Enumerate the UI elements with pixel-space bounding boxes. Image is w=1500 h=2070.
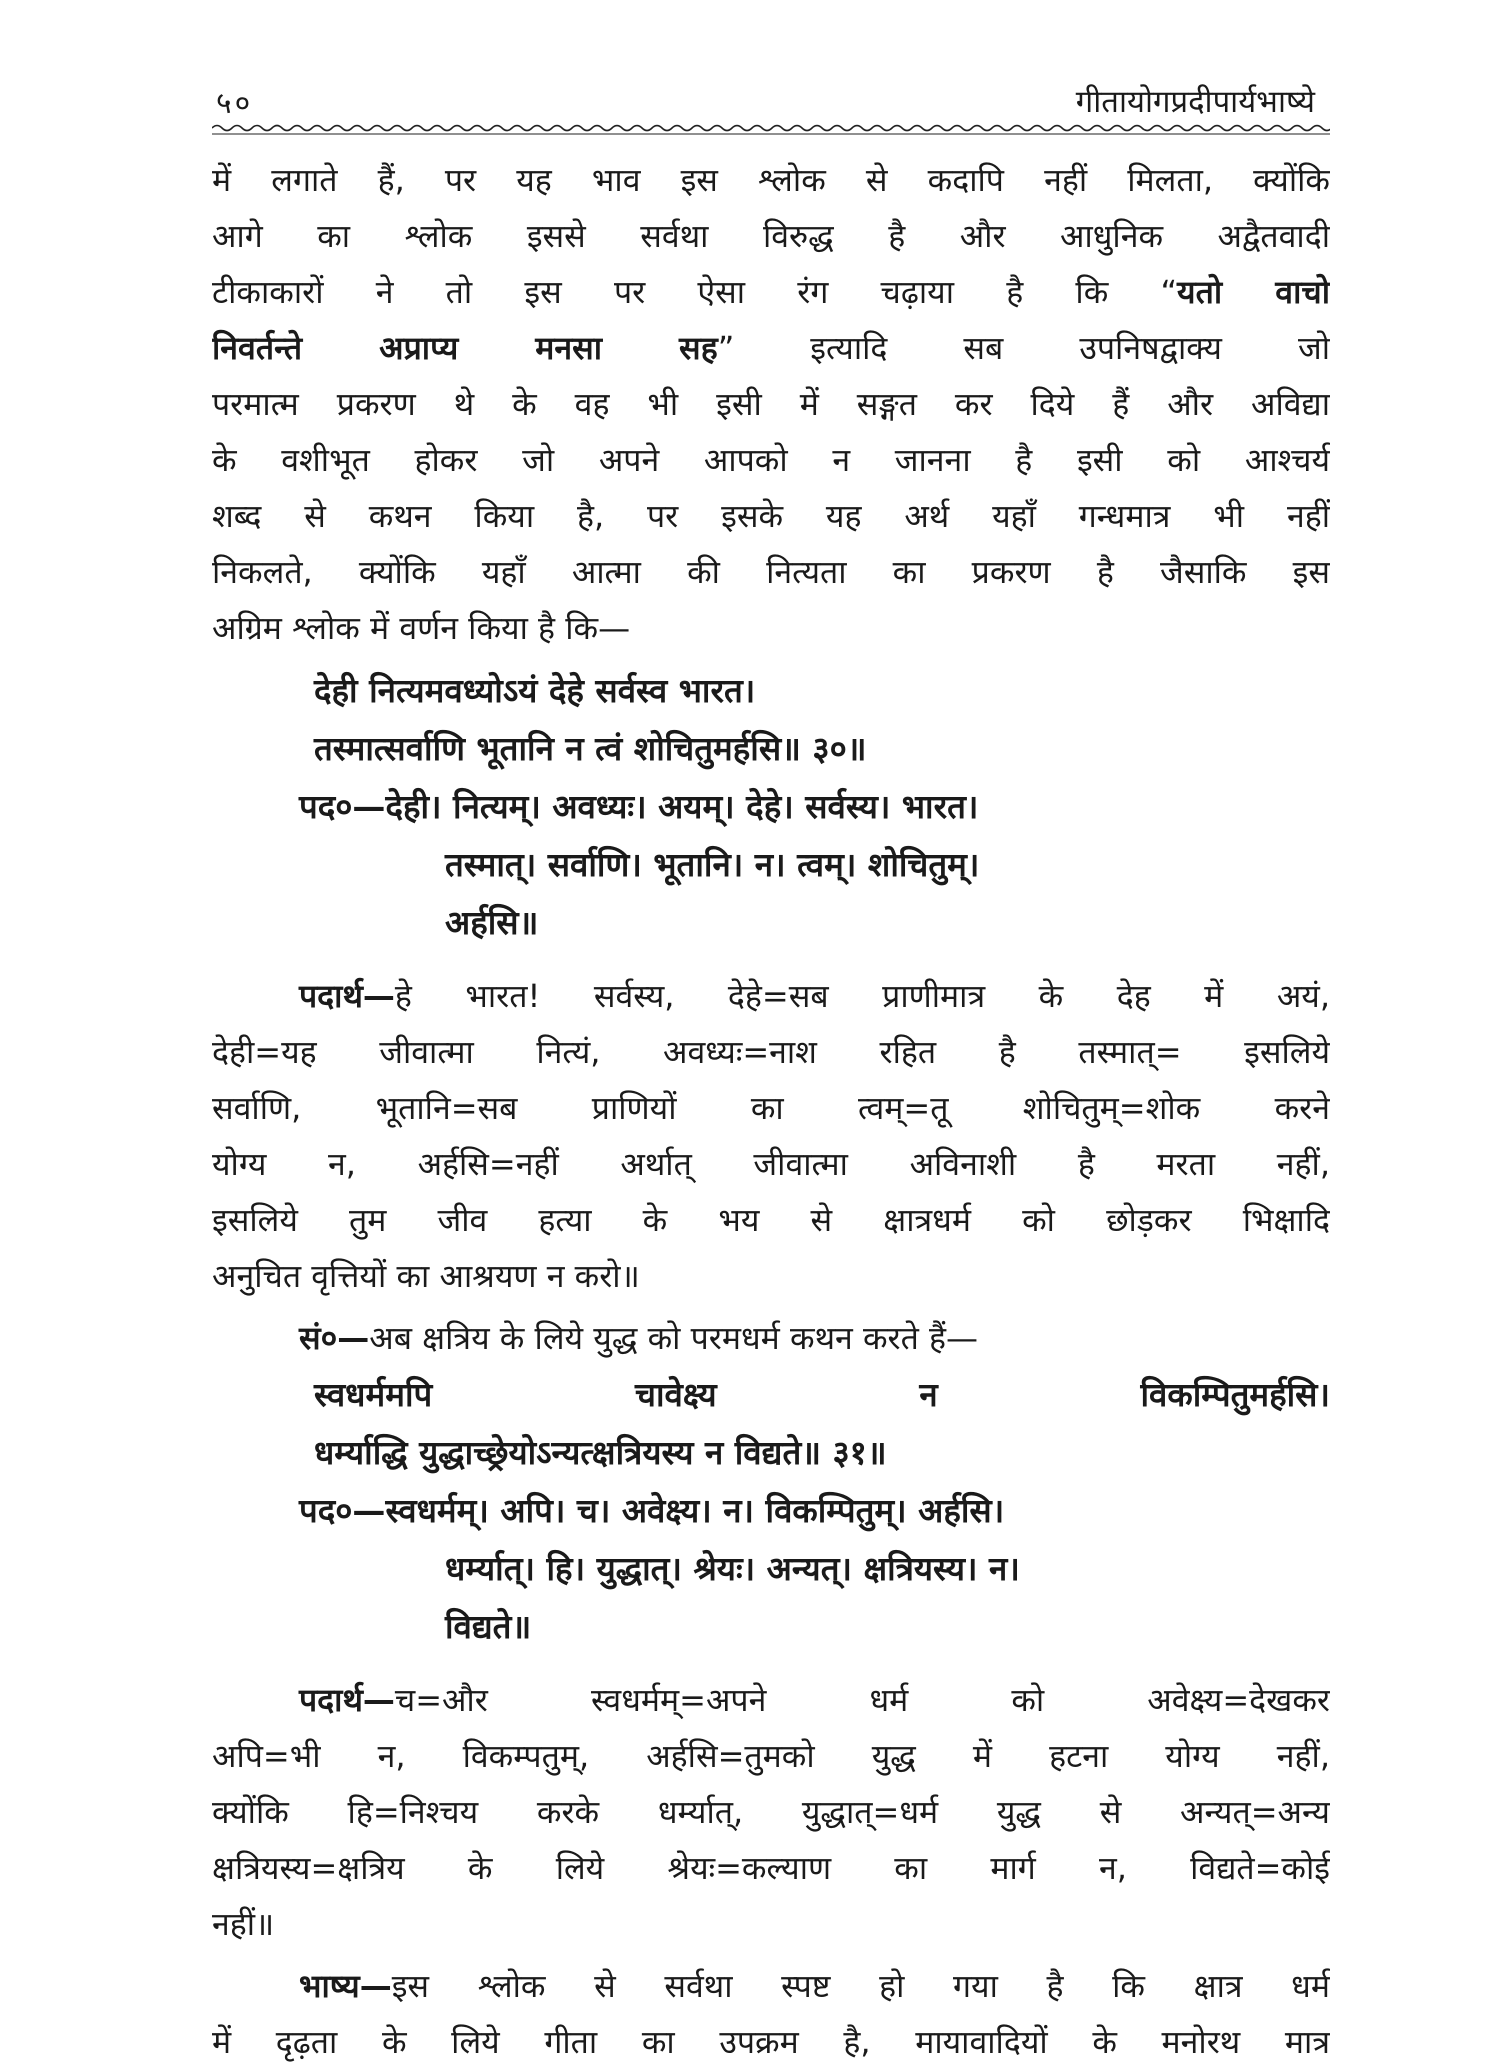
verse-31-padchhed-cont: विद्यते॥ xyxy=(445,1607,532,1646)
running-title: गीतायोगप्रदीपार्यभाष्ये xyxy=(1075,84,1315,120)
bhashya-line xyxy=(212,1958,1330,2014)
padarth-text: च=और स्वधर्मम्=अपने धर्म को अवेक्ष्य=देखकर xyxy=(394,1681,1330,1719)
ornamental-rule xyxy=(212,122,1330,136)
verse-30-padchhed xyxy=(212,778,1330,836)
text-line: परमात्म प्रकरण थे के वह भी इसी में सङ्गत कर दिये हैं और अविद्या xyxy=(212,385,1330,423)
text-line xyxy=(212,320,1330,376)
text-line: निकलते, क्योंकि यहाँ आत्मा की नित्यता का प्रकरण है जैसाकि इस xyxy=(212,553,1330,591)
text-fragment: टीकाकारों ने तो इस पर ऐसा रंग चढ़ाया है कि “ xyxy=(212,273,1178,311)
padarth-30-line xyxy=(212,968,1330,1024)
padarth-label: पदार्थ— xyxy=(299,977,395,1015)
quoted-upanishad-phrase: यतो वाचो xyxy=(1177,273,1330,311)
bhashya-label: भाष्य— xyxy=(299,1967,392,2005)
text-line: में लगाते हैं, पर यह भाव इस श्लोक से कदापि नहीं मिलता, क्योंकि xyxy=(212,161,1330,199)
text-line: अग्रिम श्लोक में वर्णन किया है कि— xyxy=(212,609,631,647)
sambandh-text: अब क्षत्रिय के लिये युद्ध को परमधर्म कथन करते हैं— xyxy=(369,1319,979,1357)
bhashya-line: में दृढ़ता के लिये गीता का उपक्रम है, मायावादियों के मनोरथ मात्र xyxy=(212,2023,1330,2061)
quoted-upanishad-phrase: निवर्तन्ते अप्राप्य मनसा सह xyxy=(212,329,718,367)
sambandh-label: सं०— xyxy=(299,1319,370,1357)
verse-30-line-1: देही नित्यमवध्योऽयं देहे सर्वस्व भारत। xyxy=(314,671,756,710)
sambandh-line xyxy=(212,1310,1330,1366)
verse-30-padchhed-cont: अर्हसि॥ xyxy=(445,903,539,942)
pad-label: पद०— xyxy=(299,1491,386,1530)
padarth-31-line: नहीं॥ xyxy=(212,1905,275,1943)
page-header xyxy=(216,72,1315,122)
padarth-30-line: इसलिये तुम जीव हत्या के भय से क्षात्रधर्म को छोड़कर भिक्षादि xyxy=(212,1201,1330,1239)
padarth-31-line: क्षत्रियस्य=क्षत्रिय के लिये श्रेयः=कल्याण का मार्ग न, विद्यते=कोई xyxy=(212,1849,1330,1887)
verse-31-padchhed xyxy=(212,1482,1330,1540)
text-fragment: ” इत्यादि सब उपनिषद्वाक्य जो xyxy=(717,329,1330,367)
pad-words: स्वधर्मम्। अपि। च। अवेक्ष्य। न। विकम्पितुम्। अर्हसि। xyxy=(385,1491,1005,1530)
padarth-31-line: अपि=भी न, विकम्पतुम्, अर्हसि=तुमको युद्ध में हटना योग्य नहीं, xyxy=(212,1737,1330,1775)
verse-31-line-2: धर्म्याद्धि युद्धाच्छ्रेयोऽन्यत्क्षत्रियस्य न विद्यते॥ ३१॥ xyxy=(314,1433,887,1472)
text-line xyxy=(212,264,1330,320)
pad-label: पद०— xyxy=(299,787,386,826)
pad-words: देही। नित्यम्। अवध्यः। अयम्। देहे। सर्वस्य। भारत। xyxy=(385,787,979,826)
padarth-30-line: योग्य न, अर्हसि=नहीं अर्थात् जीवात्मा अविनाशी है मरता नहीं, xyxy=(212,1145,1330,1183)
padarth-30-line: देही=यह जीवात्मा नित्यं, अवध्यः=नाश रहित है तस्मात्= इसलिये xyxy=(212,1033,1330,1071)
padarth-30-line: सर्वाणि, भूतानि=सब प्राणियों का त्वम्=तू शोचितुम्=शोक करने xyxy=(212,1089,1330,1127)
padarth-label: पदार्थ— xyxy=(299,1681,395,1719)
page-number: ५० xyxy=(216,86,254,121)
page-body xyxy=(212,152,1330,2070)
verse-31-padchhed-cont: धर्म्यात्। हि। युद्धात्। श्रेयः। अन्यत्। क्षत्रियस्य। न। xyxy=(445,1549,1020,1588)
padarth-30-line: अनुचित वृत्तियों का आश्रयण न करो॥ xyxy=(212,1257,640,1295)
text-line: शब्द से कथन किया है, पर इसके यह अर्थ यहाँ गन्धमात्र भी नहीं xyxy=(212,497,1330,535)
padarth-text: हे भारत! सर्वस्य, देहे=सब प्राणीमात्र के देह में अयं, xyxy=(394,977,1330,1015)
text-line: के वशीभूत होकर जो अपने आपको न जानना है इसी को आश्चर्य xyxy=(212,441,1330,479)
text-line: आगे का श्लोक इससे सर्वथा विरुद्ध है और आधुनिक अद्वैतवादी xyxy=(212,217,1330,255)
verse-30-line-2: तस्मात्सर्वाणि भूतानि न त्वं शोचितुमर्हसि॥ ३०॥ xyxy=(314,729,867,768)
verse-30-padchhed-cont: तस्मात्। सर्वाणि। भूतानि। न। त्वम्। शोचितुम्। xyxy=(445,845,980,884)
verse-31-line-1: स्वधर्ममपि चावेक्ष्य न विकम्पितुमर्हसि। xyxy=(314,1375,1330,1414)
padarth-31-line xyxy=(212,1672,1330,1728)
padarth-31-line: क्योंकि हि=निश्चय करके धर्म्यात्, युद्धात्=धर्म युद्ध से अन्यत्=अन्य xyxy=(212,1793,1330,1831)
bhashya-text: इस श्लोक से सर्वथा स्पष्ट हो गया है कि क्षात्र धर्म xyxy=(391,1967,1330,2005)
